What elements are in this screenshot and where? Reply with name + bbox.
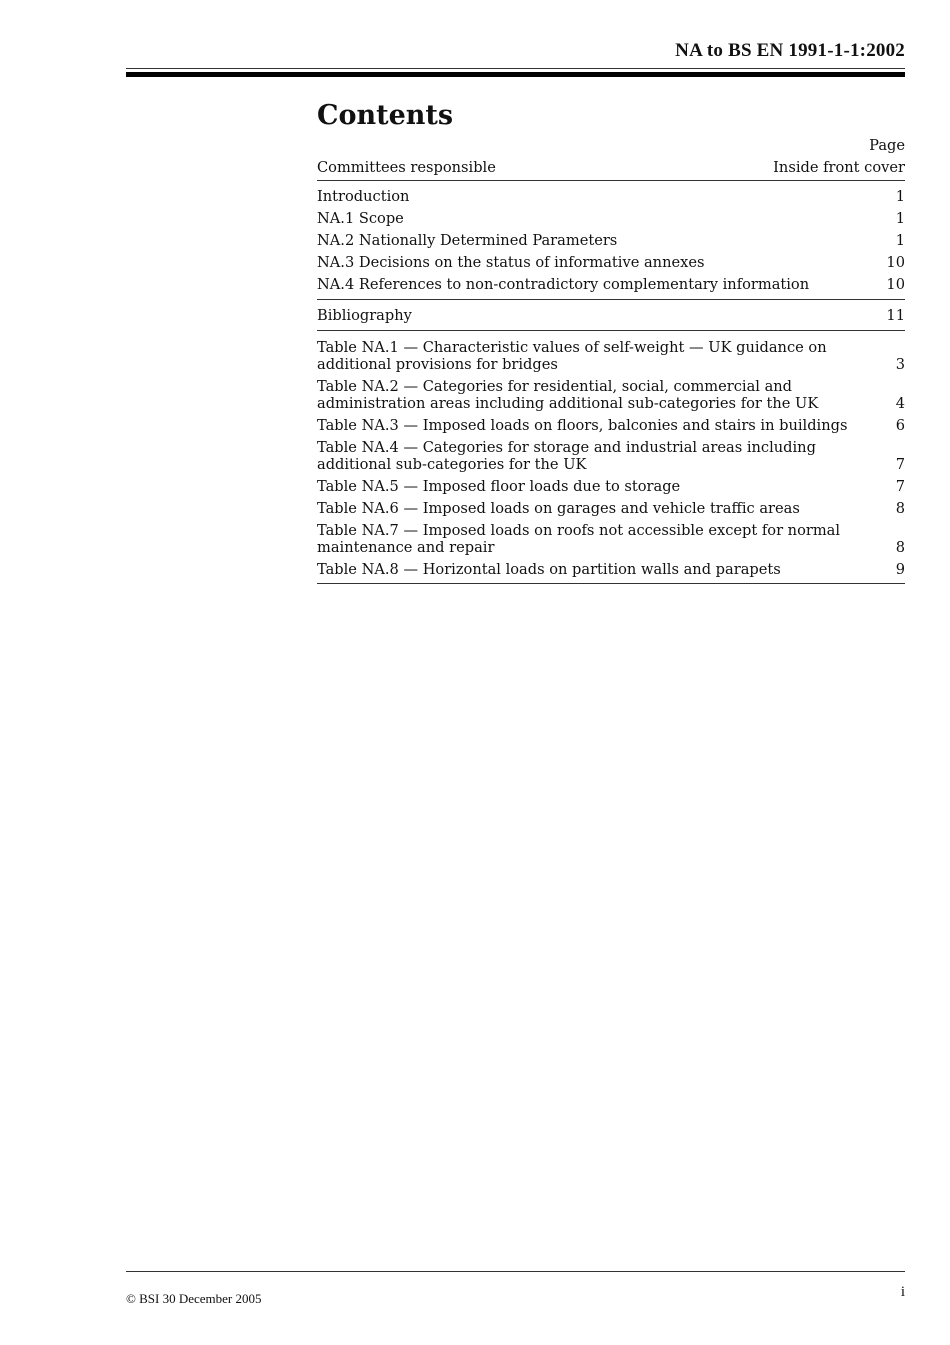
toc-entry-page: 7 bbox=[895, 477, 905, 495]
toc-entry[interactable] bbox=[317, 230, 905, 252]
toc-entry[interactable] bbox=[317, 252, 905, 274]
toc-entry-title: NA.1 Scope bbox=[317, 210, 404, 227]
toc-entry-page: 1 bbox=[895, 210, 905, 227]
toc-entry[interactable] bbox=[317, 475, 905, 497]
toc-entry[interactable] bbox=[317, 436, 905, 475]
toc-entry[interactable] bbox=[317, 274, 905, 296]
toc-group-bibliography bbox=[317, 305, 905, 331]
toc-entry-page: 8 bbox=[895, 499, 905, 517]
toc-entry-page: 10 bbox=[886, 276, 905, 293]
toc-entry-title: Introduction bbox=[317, 188, 410, 205]
toc-entry[interactable] bbox=[317, 186, 905, 208]
document-id-header: NA to BS EN 1991-1-1:2002 bbox=[675, 40, 905, 61]
page-number: i bbox=[900, 1284, 905, 1300]
toc-entry-page: Inside front cover bbox=[773, 159, 905, 176]
copyright-notice: © BSI 30 December 2005 bbox=[126, 1291, 262, 1306]
toc-entry[interactable] bbox=[317, 157, 905, 179]
toc-entry-title: Bibliography bbox=[317, 307, 412, 324]
toc-entry-title: Table NA.8 — Horizontal loads on partition walls and parapets bbox=[317, 560, 781, 578]
toc-entry-title: Committees responsible bbox=[317, 159, 496, 176]
toc-entry-page: 9 bbox=[895, 560, 905, 578]
toc-entry[interactable] bbox=[317, 208, 905, 230]
toc-entry[interactable] bbox=[317, 336, 905, 375]
toc-entry-page: 10 bbox=[886, 254, 905, 271]
toc-entry-title: NA.2 Nationally Determined Parameters bbox=[317, 232, 618, 249]
contents-section bbox=[317, 100, 905, 589]
toc-group-front-matter bbox=[317, 157, 905, 181]
toc-entry-title: Table NA.6 — Imposed loads on garages and vehicle traffic areas bbox=[317, 499, 800, 517]
toc-entry[interactable] bbox=[317, 519, 905, 558]
toc-entry-title: Table NA.1 — Characteristic values of self-weight — UK guidance on additional provisions for bridges bbox=[317, 338, 827, 373]
toc-entry-page: 6 bbox=[895, 416, 905, 434]
toc-entry-title: Table NA.2 — Categories for residential, social, commercial and administration areas including additional sub-categories for the UK bbox=[317, 377, 819, 412]
header-rule-thin bbox=[126, 68, 905, 69]
toc-entry-page: 11 bbox=[886, 307, 905, 324]
toc-entry[interactable] bbox=[317, 497, 905, 519]
toc-entry-page: 1 bbox=[895, 188, 905, 205]
toc-group-tables bbox=[317, 336, 905, 584]
footer-rule bbox=[126, 1271, 905, 1272]
toc-entry-page: 4 bbox=[895, 394, 905, 412]
toc-entry-title: Table NA.4 — Categories for storage and industrial areas including additional sub-categories for the UK bbox=[317, 438, 816, 473]
toc-entry-title: NA.3 Decisions on the status of informative annexes bbox=[317, 254, 705, 271]
toc-entry-page: 3 bbox=[895, 355, 905, 373]
toc-entry-title: NA.4 References to non-contradictory complementary information bbox=[317, 276, 810, 293]
toc-entry[interactable] bbox=[317, 558, 905, 580]
toc-entry-title: Table NA.7 — Imposed loads on roofs not accessible except for normal maintenance and repair bbox=[317, 521, 841, 556]
toc-entry[interactable] bbox=[317, 305, 905, 327]
toc-entry-page: 7 bbox=[895, 455, 905, 473]
toc-entry-title: Table NA.5 — Imposed floor loads due to storage bbox=[317, 477, 681, 495]
page-title: Contents bbox=[317, 100, 454, 131]
toc-entry-page: 8 bbox=[895, 538, 905, 556]
toc-entry[interactable] bbox=[317, 375, 905, 414]
header-rule-thick bbox=[126, 72, 905, 77]
page-column-label: Page bbox=[869, 137, 905, 154]
toc-entry[interactable] bbox=[317, 414, 905, 436]
toc-group-clauses bbox=[317, 186, 905, 300]
toc-entry-title: Table NA.3 — Imposed loads on floors, balconies and stairs in buildings bbox=[317, 416, 848, 434]
toc-entry-page: 1 bbox=[895, 232, 905, 249]
